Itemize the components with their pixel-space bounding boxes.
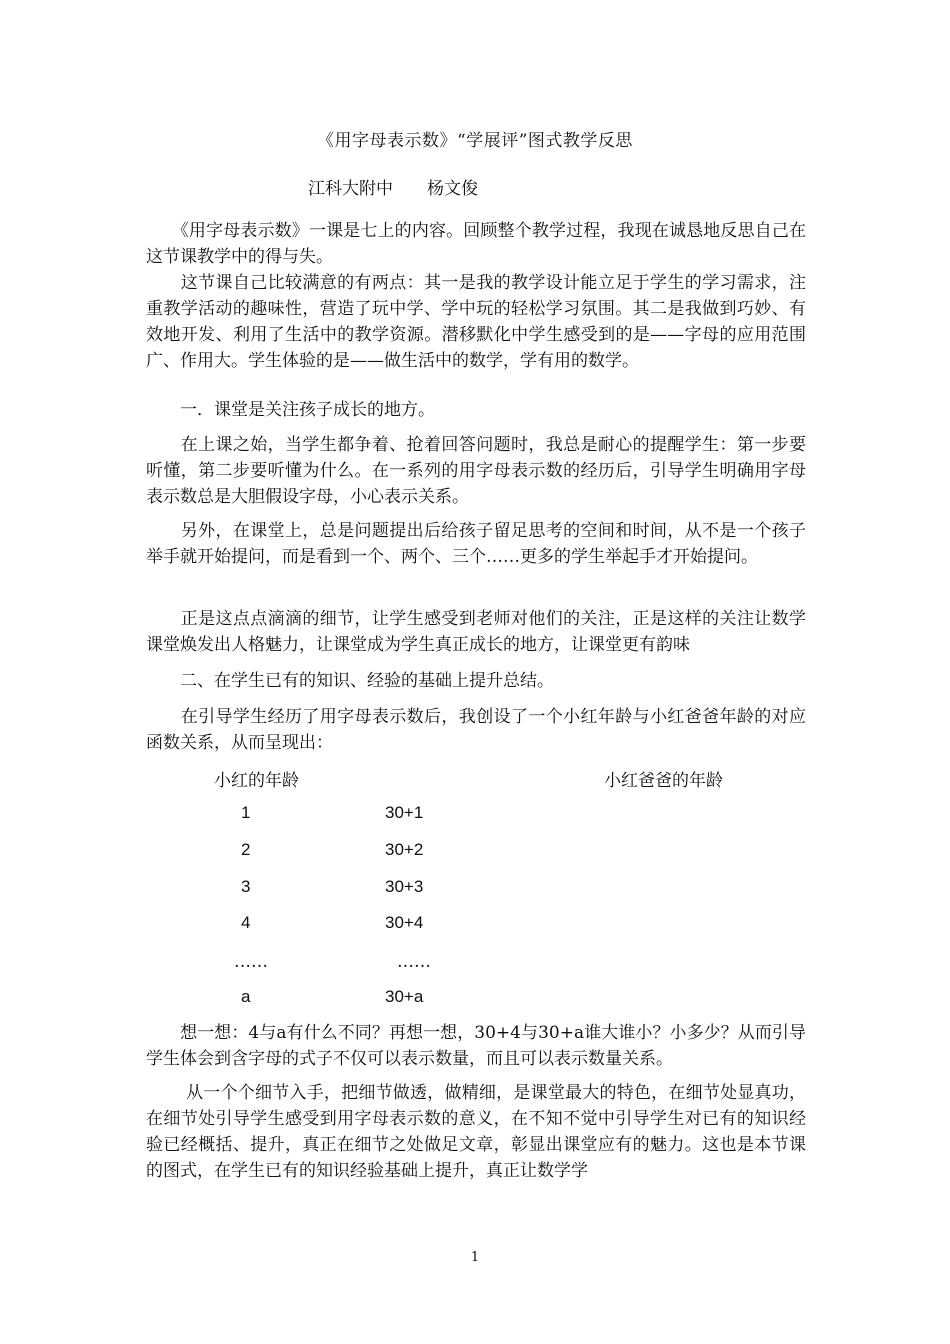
paragraph-intro: 《用字母表示数》一课是七上的内容。回顾整个教学过程，我现在诚恳地反思自己在这节课教学中的得与失。	[146, 221, 806, 267]
page-number: 1	[470, 1250, 480, 1265]
table-cell-age: 2	[241, 840, 251, 859]
section-heading-2: 二、在学生已有的知识、经验的基础上提升总结。	[146, 671, 554, 691]
paragraph-class-start: 在上课之始，当学生都争着、抢着回答问题时，我总是耐心的提醒学生：第一步要听懂，第二步要听懂为什么。在一系列的用字母表示数的经历后，引导学生明确用字母表示数总是大胆假设字母，小心表示关系。	[146, 435, 806, 507]
document-title: 《用字母表示数》“学展评”图式教学反思	[317, 131, 633, 151]
table-cell-father-age: 30+4	[385, 913, 424, 932]
table-cell-age: a	[241, 987, 251, 1006]
table-cell-father-age: 30+a	[385, 987, 424, 1006]
section-heading-1: 一．课堂是关注孩子成长的地方。	[146, 400, 435, 420]
table-cell-age: 4	[241, 913, 251, 932]
author-line: 江科大附中 杨文俊	[308, 179, 478, 199]
table-cell-father-age: 30+3	[385, 877, 424, 896]
paragraph-conclusion: 从一个个细节入手，把细节做透，做精细，是课堂最大的特色，在细节处显真功，在细节处引导学生感受到用字母表示数的意义，在不知不觉中引导学生对已有的知识经验已经概括、提升，真正在细节之处做足文章，彰显出课堂应有的魅力。这也是本节课的图式，在学生已有的知识经验基础上提升，真正让数学学	[146, 1083, 806, 1181]
table-cell-father-age: 30+2	[385, 840, 424, 859]
table-header-xiaohong-age: 小红的年龄	[214, 771, 299, 791]
paragraph-thinking-time: 另外，在课堂上，总是问题提出后给孩子留足思考的空间和时间，从不是一个孩子举手就开始提问，而是看到一个、两个、三个……更多的学生举起手才开始提问。	[146, 521, 806, 567]
table-cell-ellipsis: ……	[397, 952, 431, 972]
table-header-father-age: 小红爸爸的年龄	[604, 771, 723, 791]
table-cell-age: 3	[241, 877, 251, 896]
paragraph-function-relation: 在引导学生经历了用字母表示数后，我创设了一个小红年龄与小红爸爸年龄的对应函数关系，从而呈现出：	[146, 707, 806, 753]
paragraph-strengths: 这节课自己比较满意的有两点：其一是我的教学设计能立足于学生的学习需求，注重教学活动的趣味性，营造了玩中学、学中玩的轻松学习氛围。其二是我做到巧妙、有效地开发、利用了生活中的教学资源。潜移默化中学生感受到的是——字母的应用范围广、作用大。学生体验的是——做生活中的数学，学有用的数学。	[146, 273, 806, 371]
table-cell-father-age: 30+1	[385, 803, 424, 822]
table-cell-ellipsis: ……	[234, 952, 268, 972]
paragraph-think: 想一想：4与a有什么不同？再想一想，30+4与30+a谁大谁小？小多少？从而引导学生体会到含字母的式子不仅可以表示数量，而且可以表示数量关系。	[146, 1023, 806, 1069]
table-cell-age: 1	[241, 803, 251, 822]
paragraph-details: 正是这点点滴滴的细节，让学生感受到老师对他们的关注，正是这样的关注让数学课堂焕发出人格魅力，让课堂成为学生真正成长的地方，让课堂更有韵味	[146, 609, 806, 655]
